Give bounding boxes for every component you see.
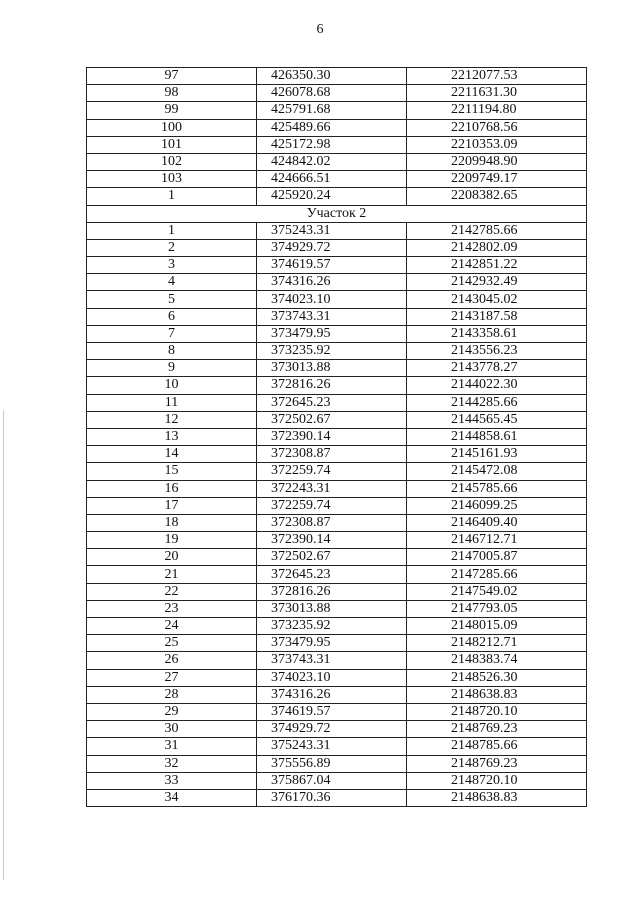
point-number-cell: 1 [87,188,257,205]
y-coordinate-cell: 2148720.10 [407,772,587,789]
x-coordinate-cell: 372308.87 [257,446,407,463]
x-coordinate-cell: 372816.26 [257,377,407,394]
point-number-cell: 100 [87,119,257,136]
table-row [87,102,587,119]
table-row [87,394,587,411]
point-number-cell: 8 [87,343,257,360]
table-row [87,411,587,428]
point-number-cell: 101 [87,136,257,153]
x-coordinate-cell: 425172.98 [257,136,407,153]
point-number-cell: 16 [87,480,257,497]
table-row [87,257,587,274]
x-coordinate-cell: 425791.68 [257,102,407,119]
point-number-cell: 12 [87,411,257,428]
point-number-cell: 26 [87,652,257,669]
x-coordinate-cell: 373013.88 [257,360,407,377]
x-coordinate-cell: 372816.26 [257,583,407,600]
y-coordinate-cell: 2142802.09 [407,239,587,256]
y-coordinate-cell: 2147793.05 [407,600,587,617]
table-row [87,549,587,566]
x-coordinate-cell: 424666.51 [257,171,407,188]
x-coordinate-cell: 373235.92 [257,618,407,635]
point-number-cell: 103 [87,171,257,188]
point-number-cell: 9 [87,360,257,377]
point-number-cell: 5 [87,291,257,308]
point-number-cell: 19 [87,532,257,549]
x-coordinate-cell: 374023.10 [257,669,407,686]
x-coordinate-cell: 375867.04 [257,772,407,789]
table-row [87,153,587,170]
point-number-cell: 21 [87,566,257,583]
y-coordinate-cell: 2148526.30 [407,669,587,686]
point-number-cell: 31 [87,738,257,755]
table-row [87,532,587,549]
point-number-cell: 13 [87,428,257,445]
y-coordinate-cell: 2147005.87 [407,549,587,566]
y-coordinate-cell: 2148638.83 [407,686,587,703]
point-number-cell: 30 [87,721,257,738]
y-coordinate-cell: 2146712.71 [407,532,587,549]
y-coordinate-cell: 2142932.49 [407,274,587,291]
x-coordinate-cell: 372390.14 [257,532,407,549]
y-coordinate-cell: 2147549.02 [407,583,587,600]
x-coordinate-cell: 375243.31 [257,738,407,755]
x-coordinate-cell: 372502.67 [257,411,407,428]
point-number-cell: 33 [87,772,257,789]
y-coordinate-cell: 2143187.58 [407,308,587,325]
x-coordinate-cell: 425489.66 [257,119,407,136]
point-number-cell: 1 [87,222,257,239]
y-coordinate-cell: 2146409.40 [407,514,587,531]
y-coordinate-cell: 2144285.66 [407,394,587,411]
table-row [87,514,587,531]
y-coordinate-cell: 2142851.22 [407,257,587,274]
table-row [87,721,587,738]
x-coordinate-cell: 425920.24 [257,188,407,205]
y-coordinate-cell: 2209749.17 [407,171,587,188]
point-number-cell: 102 [87,153,257,170]
point-number-cell: 25 [87,635,257,652]
x-coordinate-cell: 426350.30 [257,68,407,85]
y-coordinate-cell: 2143778.27 [407,360,587,377]
y-coordinate-cell: 2148212.71 [407,635,587,652]
table-row [87,308,587,325]
y-coordinate-cell: 2148638.83 [407,789,587,806]
point-number-cell: 17 [87,497,257,514]
x-coordinate-cell: 376170.36 [257,789,407,806]
x-coordinate-cell: 374929.72 [257,239,407,256]
point-number-cell: 24 [87,618,257,635]
x-coordinate-cell: 374929.72 [257,721,407,738]
table-row [87,772,587,789]
table-row [87,755,587,772]
coordinates-table-body-before [87,68,587,206]
y-coordinate-cell: 2148015.09 [407,618,587,635]
y-coordinate-cell: 2143556.23 [407,343,587,360]
point-number-cell: 99 [87,102,257,119]
point-number-cell: 29 [87,703,257,720]
y-coordinate-cell: 2210353.09 [407,136,587,153]
point-number-cell: 18 [87,514,257,531]
point-number-cell: 28 [87,686,257,703]
table-row [87,325,587,342]
y-coordinate-cell: 2212077.53 [407,68,587,85]
point-number-cell: 7 [87,325,257,342]
section-header-group [87,205,587,222]
y-coordinate-cell: 2147285.66 [407,566,587,583]
y-coordinate-cell: 2211631.30 [407,85,587,102]
table-row [87,136,587,153]
y-coordinate-cell: 2210768.56 [407,119,587,136]
x-coordinate-cell: 373479.95 [257,635,407,652]
table-row [87,600,587,617]
point-number-cell: 3 [87,257,257,274]
x-coordinate-cell: 372645.23 [257,566,407,583]
table-row [87,291,587,308]
point-number-cell: 98 [87,85,257,102]
y-coordinate-cell: 2144858.61 [407,428,587,445]
table-row [87,566,587,583]
point-number-cell: 2 [87,239,257,256]
table-row [87,618,587,635]
table-row [87,171,587,188]
point-number-cell: 32 [87,755,257,772]
point-number-cell: 15 [87,463,257,480]
point-number-cell: 6 [87,308,257,325]
x-coordinate-cell: 374023.10 [257,291,407,308]
y-coordinate-cell: 2148769.23 [407,755,587,772]
coordinates-table [86,67,587,807]
x-coordinate-cell: 424842.02 [257,153,407,170]
table-row [87,789,587,806]
table-row [87,583,587,600]
table-row [87,480,587,497]
y-coordinate-cell: 2148769.23 [407,721,587,738]
table-row [87,446,587,463]
table-row [87,463,587,480]
point-number-cell: 97 [87,68,257,85]
point-number-cell: 11 [87,394,257,411]
x-coordinate-cell: 372390.14 [257,428,407,445]
point-number-cell: 20 [87,549,257,566]
table-row [87,274,587,291]
x-coordinate-cell: 373479.95 [257,325,407,342]
point-number-cell: 14 [87,446,257,463]
y-coordinate-cell: 2143358.61 [407,325,587,342]
y-coordinate-cell: 2209948.90 [407,153,587,170]
coordinates-table-body-after [87,222,587,806]
x-coordinate-cell: 372243.31 [257,480,407,497]
page-number: 6 [316,22,324,37]
x-coordinate-cell: 375243.31 [257,222,407,239]
table-row [87,738,587,755]
x-coordinate-cell: 372259.74 [257,463,407,480]
x-coordinate-cell: 374619.57 [257,257,407,274]
y-coordinate-cell: 2145785.66 [407,480,587,497]
section-title: Участок 2 [87,205,587,222]
table-row [87,428,587,445]
table-row [87,652,587,669]
table-row [87,85,587,102]
point-number-cell: 27 [87,669,257,686]
x-coordinate-cell: 374316.26 [257,274,407,291]
point-number-cell: 34 [87,789,257,806]
y-coordinate-cell: 2148383.74 [407,652,587,669]
y-coordinate-cell: 2145161.93 [407,446,587,463]
y-coordinate-cell: 2211194.80 [407,102,587,119]
x-coordinate-cell: 374316.26 [257,686,407,703]
table-row [87,188,587,205]
x-coordinate-cell: 372259.74 [257,497,407,514]
y-coordinate-cell: 2143045.02 [407,291,587,308]
x-coordinate-cell: 375556.89 [257,755,407,772]
y-coordinate-cell: 2148785.66 [407,738,587,755]
table-row [87,360,587,377]
y-coordinate-cell: 2144022.30 [407,377,587,394]
table-row [87,239,587,256]
table-row [87,497,587,514]
table-row [87,686,587,703]
x-coordinate-cell: 373743.31 [257,652,407,669]
x-coordinate-cell: 374619.57 [257,703,407,720]
y-coordinate-cell: 2145472.08 [407,463,587,480]
x-coordinate-cell: 372502.67 [257,549,407,566]
table-row [87,343,587,360]
table-row [87,377,587,394]
point-number-cell: 23 [87,600,257,617]
table-row [87,68,587,85]
y-coordinate-cell: 2208382.65 [407,188,587,205]
scan-edge-line [3,410,4,880]
x-coordinate-cell: 373743.31 [257,308,407,325]
y-coordinate-cell: 2146099.25 [407,497,587,514]
table-row [87,703,587,720]
section-header-row [87,205,587,222]
x-coordinate-cell: 426078.68 [257,85,407,102]
point-number-cell: 4 [87,274,257,291]
x-coordinate-cell: 372645.23 [257,394,407,411]
x-coordinate-cell: 373013.88 [257,600,407,617]
point-number-cell: 10 [87,377,257,394]
x-coordinate-cell: 373235.92 [257,343,407,360]
table-row [87,119,587,136]
y-coordinate-cell: 2144565.45 [407,411,587,428]
x-coordinate-cell: 372308.87 [257,514,407,531]
y-coordinate-cell: 2142785.66 [407,222,587,239]
table-row [87,635,587,652]
table-row [87,669,587,686]
table-row [87,222,587,239]
y-coordinate-cell: 2148720.10 [407,703,587,720]
point-number-cell: 22 [87,583,257,600]
